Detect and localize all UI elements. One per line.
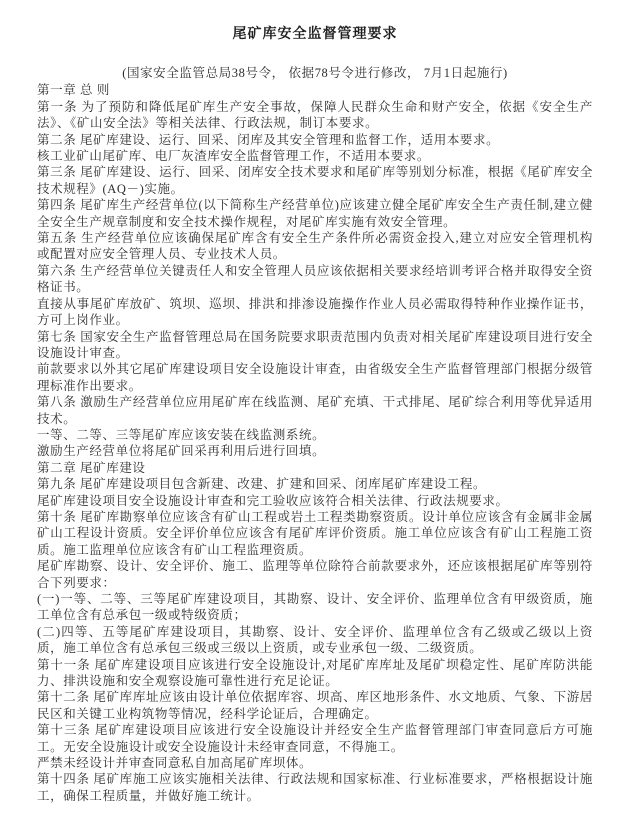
paragraph: 第六条 生产经营单位关键责任人和安全管理人员应该依据相关要求经培训考评合格并取得安全资格证书。 — [37, 263, 593, 295]
paragraph: 核工业矿山尾矿库、电厂灰渣库安全监督管理工作，不适用本要求。 — [37, 149, 431, 164]
document-body — [37, 82, 593, 804]
paragraph: 前款要求以外其它尾矿库建设项目安全设施设计审查，由省级安全生产监督管理部门根据分级管理标准作出要求。 — [37, 362, 593, 393]
paragraph: 一等、二等、三等尾矿库应该安装在线监测系统。 — [37, 427, 326, 442]
paragraph: 第十二条 尾矿库库址应该由设计单位依据库容、坝高、库区地形条件、水文地质、气象、下游居民区和关键工业构筑物等情况，经科学论证后，合理确定。 — [37, 690, 593, 721]
paragraph: 严禁未经设计并审查同意私自加高尾矿库坝体。 — [37, 756, 313, 771]
document-title: 尾矿库安全监督管理要求 — [232, 27, 398, 42]
paragraph: 尾矿库建设项目安全设施设计审查和完工验收应该符合相关法律、行政法规要求。 — [37, 493, 509, 508]
paragraph: 第二条 尾矿库建设、运行、回采、闭库及其安全管理和监督工作，适用本要求。 — [37, 132, 500, 147]
paragraph: 第五条 生产经营单位应该确保尾矿库含有安全生产条件所必需资金投入,建立对应安全管理机构或配置对应安全管理人员、专业技术人员。 — [37, 231, 593, 262]
paragraph: 第二章 尾矿库建设 — [37, 460, 146, 475]
paragraph: (一)一等、二等、三等尾矿库建设项目，其勘察、设计、安全评价、监理单位含有甲级资质，施工单位含有总承包一级或特级资质； — [37, 592, 593, 623]
paragraph: 第八条 激励生产经营单位应用尾矿库在线监测、尾矿充填、干式排尾、尾矿综合利用等优异适用技术。 — [37, 395, 593, 426]
paragraph: 第十四条 尾矿库施工应该实施相关法律、行政法规和国家标准、行业标准要求，严格根据设计施工，确保工程质量，并做好施工统计。 — [37, 772, 593, 803]
document-subtitle: (国家安全监管总局38号令， 依据78号令进行修改， 7月1日起施行) — [122, 66, 508, 80]
paragraph: 第一章 总 则 — [37, 83, 110, 98]
paragraph: 尾矿库勘察、设计、安全评价、施工、监理等单位除符合前款要求外，还应该根据尾矿库等别符合下列要求： — [37, 559, 593, 590]
paragraph: 第九条 尾矿库建设项目包含新建、改建、扩建和回采、闭库尾矿库建设工程。 — [37, 477, 487, 492]
paragraph: 第十三条 尾矿库建设项目应该进行安全设施设计并经安全生产监督管理部门审查同意后方可施工。无安全设施设计或安全设施设计未经审查同意，不得施工。 — [37, 723, 593, 754]
paragraph: 第十一条 尾矿库建设项目应该进行安全设施设计,对尾矿库库址及尾矿坝稳定性、尾矿库防洪能力、排洪设施和安全观察设施可靠性进行充足论证。 — [37, 657, 593, 689]
paragraph: 第十条 尾矿库勘察单位应该含有矿山工程或岩土工程类勘察资质。设计单位应该含有金属非金属矿山工程设计资质。安全评价单位应该含有尾矿库评价资质。施工单位应该含有矿山工程施工资质。施工监理单位应该含有矿山工程监理资质。 — [37, 509, 593, 557]
paragraph: 激励生产经营单位将尾矿回采再利用后进行回填。 — [37, 444, 326, 459]
paragraph: 第七条 国家安全生产监督管理总局在国务院要求职责范围内负责对相关尾矿库建设项目进行安全设施设计审查。 — [37, 329, 593, 360]
paragraph: (二)四等、五等尾矿库建设项目，其勘察、设计、安全评价、监理单位含有乙级或乙级以上资质，施工单位含有总承包三级或三级以上资质，或专业承包一级、二级资质。 — [37, 624, 593, 656]
paragraph: 第四条 尾矿库生产经营单位(以下简称生产经营单位)应该建立健全尾矿库安全生产责任制,建立健全安全生产规章制度和安全技术操作规程，对尾矿库实施有效安全管理。 — [37, 198, 593, 229]
paragraph: 第三条 尾矿库建设、运行、回采、闭库安全技术要求和尾矿库等别划分标准，根据《尾矿库安全技术规程》(AQ－)实施。 — [37, 165, 593, 196]
paragraph: 第一条 为了预防和降低尾矿库生产安全事故，保障人民群众生命和财产安全，依据《安全生产法》、《矿山安全法》等相关法律、行政法规，制订本要求。 — [37, 99, 593, 131]
paragraph: 直接从事尾矿库放矿、筑坝、巡坝、排洪和排渗设施操作作业人员必需取得特种作业操作证书，方可上岗作业。 — [37, 296, 593, 328]
